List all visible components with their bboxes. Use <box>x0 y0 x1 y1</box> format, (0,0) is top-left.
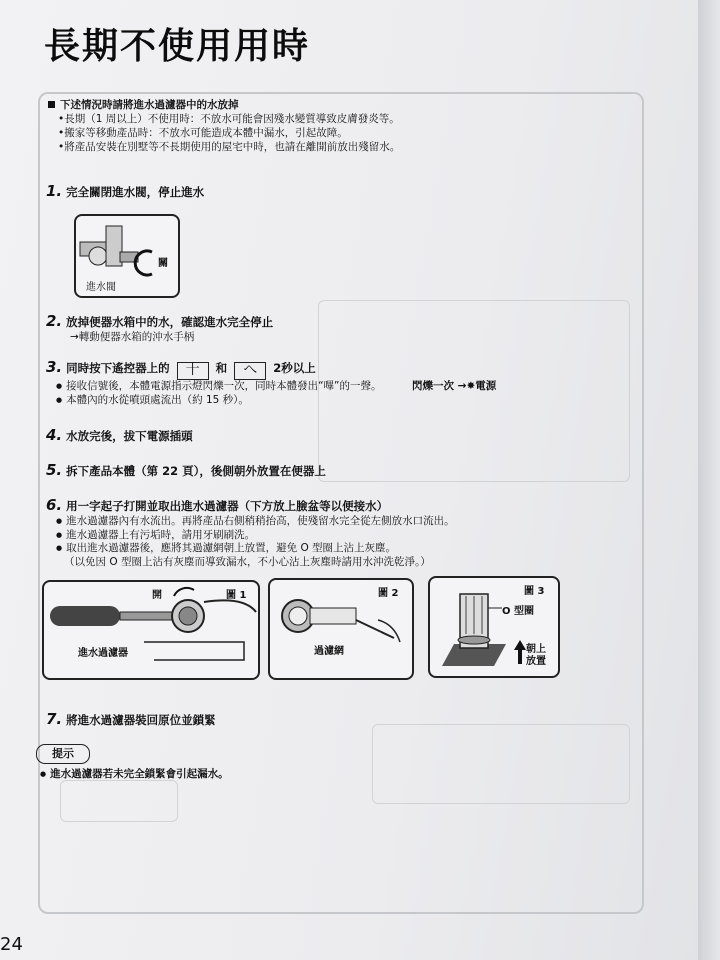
bullet-item: ● 進水過濾器內有水流出。再將產品右側稍稍抬高，使殘留水完全從左側放水口流出。 <box>56 515 455 529</box>
step-6-note: （以免因 O 型圈上沾有灰塵而導致漏水，不小心沾上灰塵時請用水沖洗乾淨。） <box>64 555 431 568</box>
step-5 <box>46 461 326 479</box>
figure-2 <box>268 578 414 680</box>
notice-line: •搬家等移動產品時：不放水可能造成本體中漏水，引起故障。 <box>58 127 348 139</box>
step-1 <box>46 182 204 200</box>
bullet-item: ● 進水過濾器上有污垢時，請用牙刷刷洗。 <box>56 529 455 543</box>
flash-label: 閃爍一次 <box>412 380 454 392</box>
step-text: 放掉便器水箱中的水，確認進水完全停止 <box>66 315 274 329</box>
figure-1 <box>42 580 260 680</box>
step-4 <box>46 426 193 444</box>
step-6 <box>46 496 388 514</box>
step-number: 4. <box>46 426 63 444</box>
plus-key: 十 <box>177 362 209 380</box>
flash-indicator <box>412 378 496 393</box>
tip-badge: 提示 <box>36 744 90 764</box>
square-bullet-icon <box>48 101 55 108</box>
and-text: 和 <box>215 361 228 375</box>
figure-title: 圖 2 <box>378 588 399 599</box>
page-number: 24 <box>0 934 23 955</box>
up-key: へ <box>234 362 266 380</box>
power-label: 電源 <box>475 380 497 392</box>
figure-3 <box>428 576 560 678</box>
step-number: 5. <box>46 461 63 479</box>
tip-text <box>40 768 229 782</box>
oring-label: O 型圈 <box>502 606 534 617</box>
light-burst-icon: ✸ <box>466 380 476 392</box>
notice-heading <box>48 98 400 112</box>
notice-heading-text: 下述情況時請將進水過濾器中的水放掉 <box>60 99 239 111</box>
step-text: 同時按下遙控器上的 <box>66 361 170 375</box>
step-number: 7. <box>46 710 63 728</box>
step-3 <box>46 358 316 380</box>
step-3-bullets <box>56 380 382 407</box>
page-edge <box>698 0 720 960</box>
step-text: 用一字起子打開並取出進水過濾器（下方放上臉盆等以便接水） <box>66 499 389 513</box>
up-label: 朝上放置 <box>526 644 546 667</box>
notice-block <box>48 98 400 154</box>
filter-label: 進水過濾器 <box>78 648 128 659</box>
step-number: 3. <box>46 358 63 376</box>
bullet-item: ● 取出進水過濾器後，應將其過濾網朝上放置，避免 O 型圈上沾上灰塵。 <box>56 542 455 556</box>
step-text: 完全關閉進水閥，停止進水 <box>66 185 205 199</box>
step-text: 拆下產品本體（第 22 頁），後側朝外放置在便器上 <box>66 464 326 478</box>
step-2 <box>46 312 273 330</box>
close-label: 關 <box>158 258 168 269</box>
step-number: 2. <box>46 312 63 330</box>
step-number: 6. <box>46 496 63 514</box>
show-through-area <box>290 34 590 58</box>
tip-bullet: ● 進水過濾器若未完全鎖緊會引起漏水。 <box>40 768 229 780</box>
arrow-right-icon: → <box>457 380 467 392</box>
step-text: 水放完後，拔下電源插頭 <box>66 429 193 443</box>
notice-line: •長期（1 周以上）不使用時：不放水可能會因殘水變質導致皮膚發炎等。 <box>58 113 400 125</box>
bullet-item: ● 本體內的水從噴頭處流出（約 15 秒）。 <box>56 394 382 408</box>
step-text-b: 2秒以上 <box>273 361 316 375</box>
page-title: 長期不使用用時 <box>44 26 311 67</box>
bullet-item: ● 接收信號後，本體電源指示燈閃爍一次，同時本體發出“嗶”的一聲。 <box>56 380 382 394</box>
step-number: 1. <box>46 182 63 200</box>
mesh-label: 過濾網 <box>314 646 344 657</box>
step-2-sub: →轉動便器水箱的沖水手柄 <box>70 331 195 343</box>
valve-label: 進水閥 <box>86 282 116 293</box>
step-7 <box>46 710 216 728</box>
figure-title: 圖 3 <box>524 586 545 597</box>
valve-figure <box>74 214 180 298</box>
notice-line: •將產品安裝在別墅等不長期使用的屋宅中時，也請在離開前放出殘留水。 <box>58 141 401 153</box>
step-6-bullets <box>56 515 455 569</box>
open-label: 開 <box>152 590 162 601</box>
figure-title: 圖 1 <box>226 590 247 601</box>
step-text: 將進水過濾器裝回原位並鎖緊 <box>66 713 216 727</box>
